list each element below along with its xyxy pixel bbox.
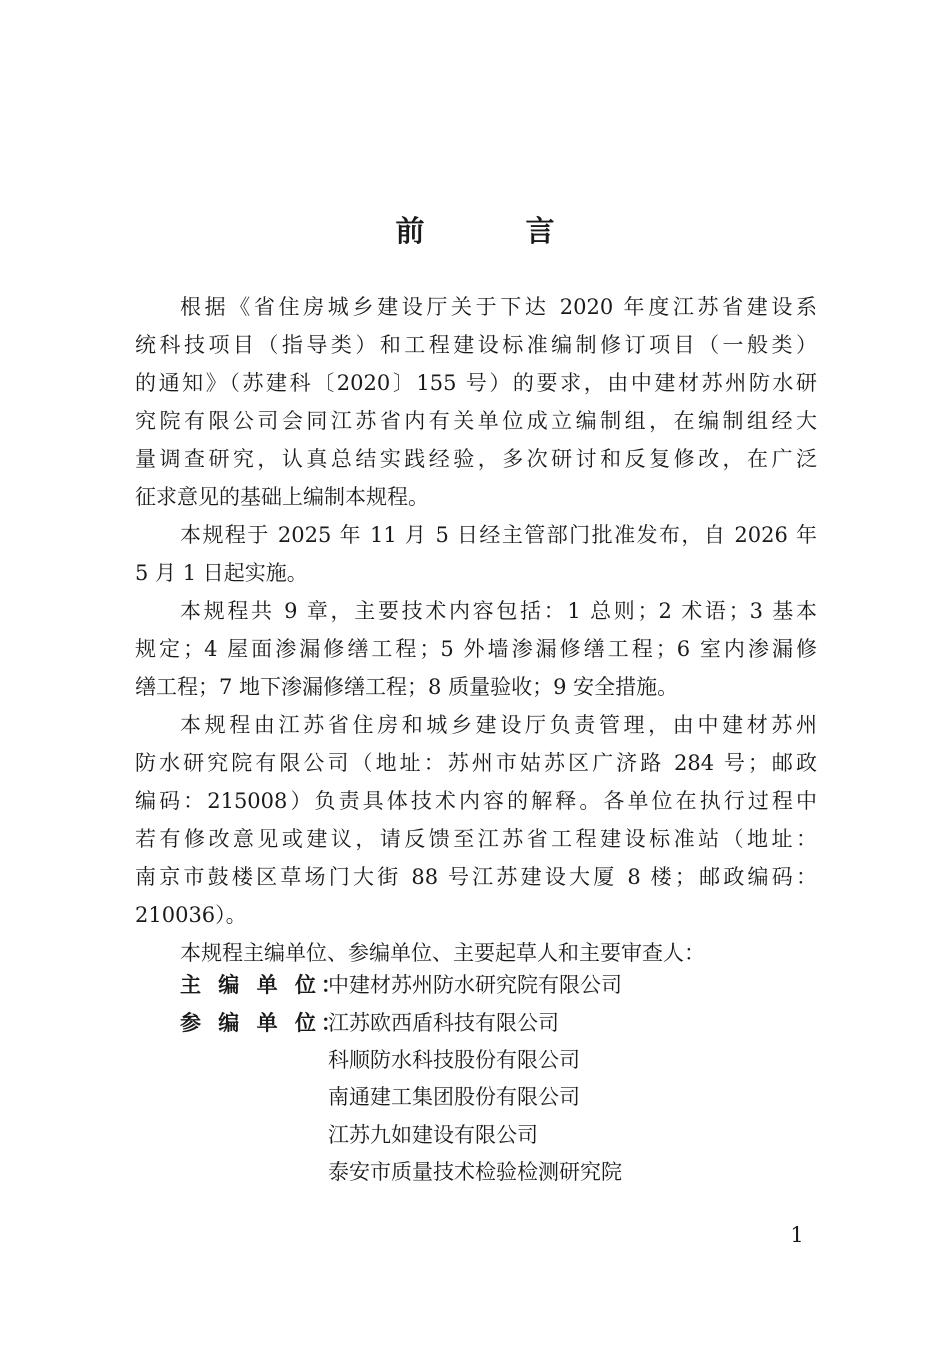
paragraph-line: 根据《省住房城乡建设厅关于下达 2020 年度江苏省建设系: [180, 295, 817, 319]
paragraph-line: 征求意见的基础上编制本规程。: [135, 485, 429, 509]
paragraph-line: 量调查研究，认真总结实践经验，多次研讨和反复修改，在广泛: [135, 447, 817, 471]
paragraph-line: 本规程主编单位、参编单位、主要起草人和主要审查人：: [180, 941, 705, 965]
participant-unit-label: 参 编 单 位：: [180, 1011, 347, 1035]
page-title: 前 言: [395, 214, 591, 248]
paragraph-line: 本规程由江苏省住房和城乡建设厅负责管理，由中建材苏州: [180, 713, 817, 737]
participant-unit-name: 江苏九如建设有限公司: [328, 1123, 538, 1147]
paragraph-line: 本规程于 2025 年 11 月 5 日经主管部门批准发布，自 2026 年: [180, 523, 817, 547]
paragraph-line: 防水研究院有限公司（地址：苏州市姑苏区广济路 284 号；邮政: [135, 751, 817, 775]
paragraph-line: 的通知》（苏建科〔2020〕155 号）的要求，由中建材苏州防水研: [135, 371, 817, 395]
paragraph-line: 210036）。: [135, 903, 247, 927]
participant-unit-name: 江苏欧西盾科技有限公司: [328, 1011, 559, 1035]
participant-unit-name: 泰安市质量技术检验检测研究院: [328, 1160, 622, 1184]
chief-unit-label: 主 编 单 位：: [180, 973, 347, 997]
paragraph-line: 缮工程；7 地下渗漏修缮工程；8 质量验收；9 安全措施。: [135, 675, 679, 699]
participant-unit-name: 南通建工集团股份有限公司: [328, 1085, 580, 1109]
page-number: 1: [790, 1223, 804, 1247]
paragraph-line: 本规程共 9 章，主要技术内容包括：1 总则；2 术语；3 基本: [180, 599, 817, 623]
paragraph-line: 规定；4 屋面渗漏修缮工程；5 外墙渗漏修缮工程；6 室内渗漏修: [135, 637, 817, 661]
paragraph-line: 究院有限公司会同江苏省内有关单位成立编制组，在编制组经大: [135, 409, 817, 433]
chief-unit-name: 中建材苏州防水研究院有限公司: [328, 973, 622, 997]
paragraph-line: 统科技项目（指导类）和工程建设标准编制修订项目（一般类）: [135, 333, 817, 357]
paragraph-line: 5 月 1 日起实施。: [135, 561, 308, 585]
paragraph-line: 南京市鼓楼区草场门大街 88 号江苏建设大厦 8 楼；邮政编码：: [135, 865, 817, 889]
participant-unit-name: 科顺防水科技股份有限公司: [328, 1048, 580, 1072]
paragraph-line: 编码：215008）负责具体技术内容的解释。各单位在执行过程中: [135, 789, 817, 813]
paragraph-line: 若有修改意见或建议，请反馈至江苏省工程建设标准站（地址：: [135, 827, 817, 851]
